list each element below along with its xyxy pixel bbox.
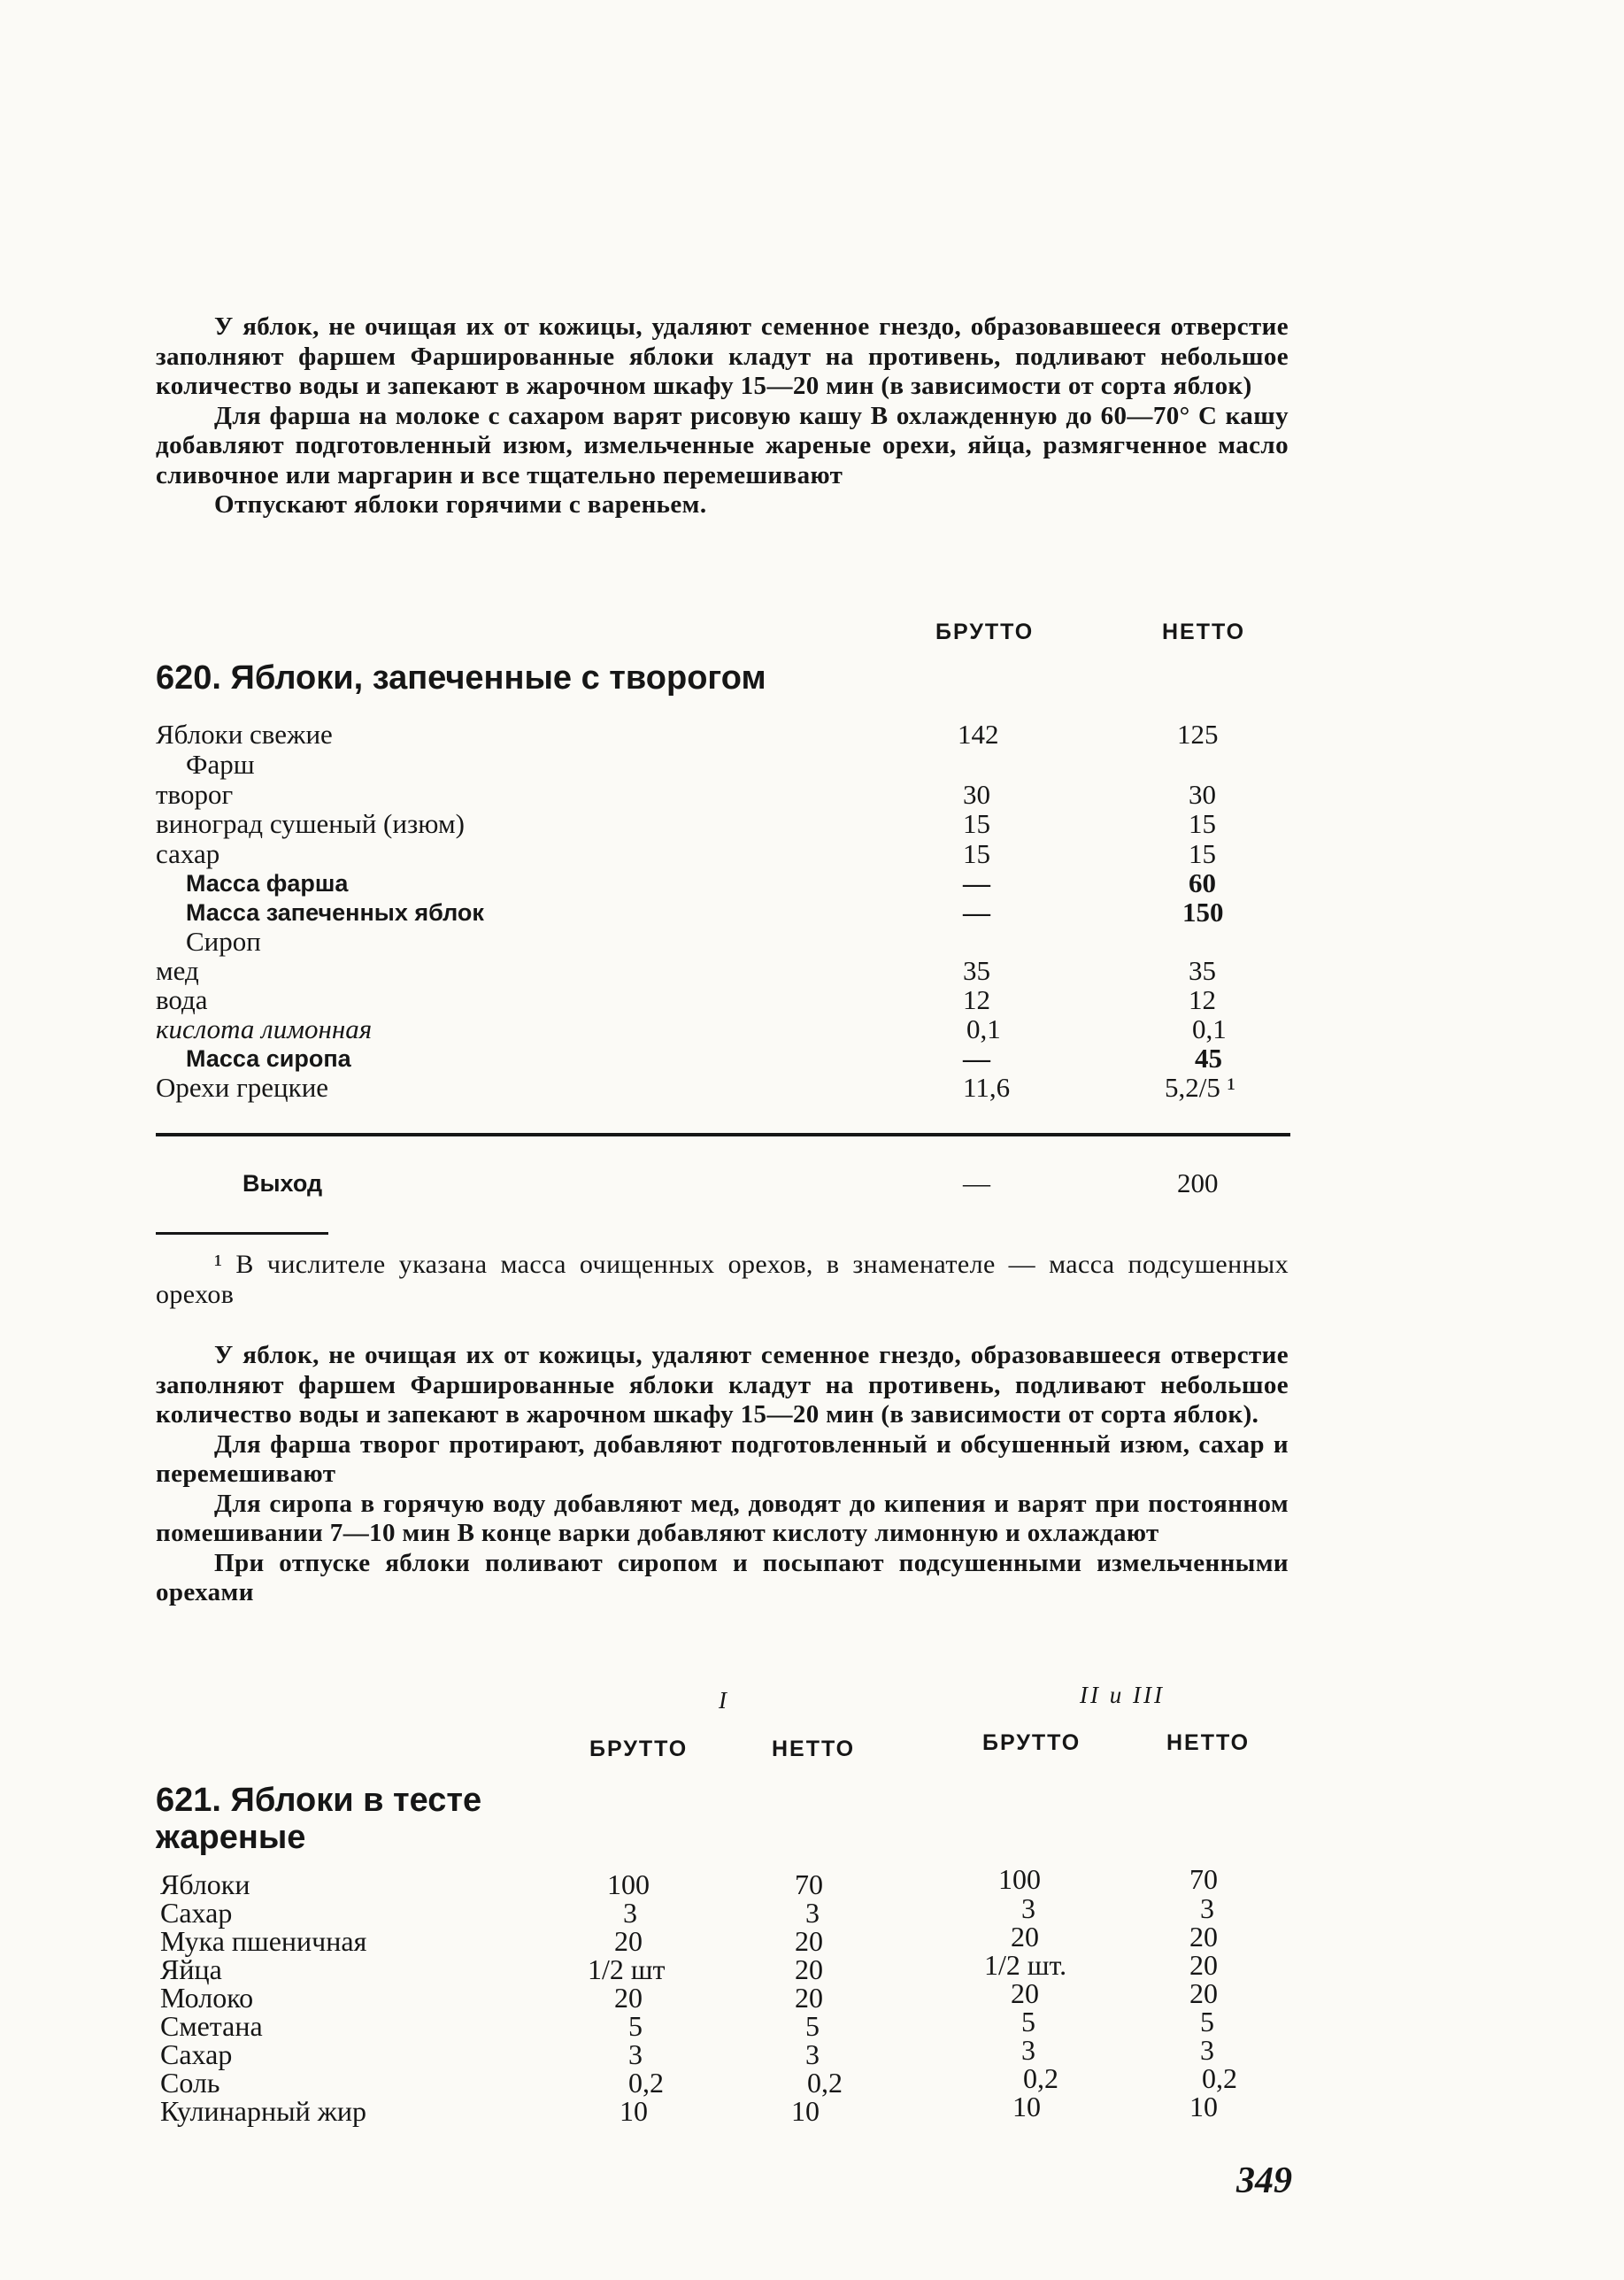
footnote <box>156 1250 1289 1309</box>
brutto-value: 142 <box>958 719 999 750</box>
netto-value: 45 <box>1195 1043 1222 1074</box>
netto-value-i: 20 <box>795 1925 823 1957</box>
yield-label: Выход <box>242 1170 323 1197</box>
brutto-value: 15 <box>963 838 990 869</box>
netto-value-ii-iii: 20 <box>1189 1977 1218 2009</box>
netto-value-ii-iii: 20 <box>1189 1921 1218 1953</box>
table-rule <box>156 1133 1290 1136</box>
ingredient-name: кислота лимонная <box>156 1013 373 1044</box>
intro-paragraph: У яблок, не очищая их от кожицы, удаляют семенное гнездо, образовавшееся отверстие заполняют фаршем Фаршированные яблоки кладут на противень, подливают небольшое количество воды и запекают в жарочном шкафу 15—20 мин (в зависимости от сорта яблок) <box>156 312 1289 400</box>
group-header-ii-iii: II и III <box>1080 1682 1165 1708</box>
netto-value-i: 70 <box>795 1868 823 1900</box>
netto-value: 15 <box>1189 838 1216 869</box>
brutto-value-i: 5 <box>628 2010 643 2042</box>
netto-value: 0,1 <box>1192 1013 1227 1044</box>
section-label: Сироп <box>186 926 261 957</box>
brutto-value-ii-iii: 1/2 шт. <box>984 1949 1067 1981</box>
netto-value-ii-iii: 3 <box>1200 2034 1214 2066</box>
netto-value: 200 <box>1177 1167 1219 1198</box>
brutto-value-ii-iii: 20 <box>1011 1921 1039 1953</box>
recipe-title-line2: жареные <box>156 1819 306 1856</box>
netto-value-i: 20 <box>795 1953 823 1985</box>
brutto-value-ii-iii: 3 <box>1021 1892 1035 1924</box>
subtotal-label: Масса фарша <box>186 870 349 897</box>
subtotal-label: Масса запеченных яблок <box>186 899 484 926</box>
netto-value-i: 20 <box>795 1982 823 2014</box>
netto-value: 15 <box>1189 808 1216 839</box>
ingredient-name: Яйца <box>160 1953 222 1985</box>
method-paragraph: Для сиропа в горячую воду добавляют мед, доводят до кипения и варят при постоянном помешивании 7—10 мин В конце варки добавляют кислоту лимонную и охлаждают <box>156 1489 1289 1547</box>
netto-value-ii-iii: 0,2 <box>1202 2062 1237 2094</box>
netto-value-ii-iii: 5 <box>1200 2006 1214 2037</box>
recipe-620-method <box>156 1341 1289 1608</box>
group-header-i: I <box>719 1687 729 1714</box>
ingredient-name: сахар <box>156 838 220 869</box>
footnote-rule <box>156 1232 328 1235</box>
brutto-value: 11,6 <box>963 1072 1011 1103</box>
intro-paragraph: Отпускают яблоки горячими с вареньем. <box>214 490 707 519</box>
brutto-value: 12 <box>963 984 990 1015</box>
netto-value-ii-iii: 20 <box>1189 1949 1218 1981</box>
section-label: Фарш <box>186 749 255 780</box>
netto-value-i: 0,2 <box>807 2067 843 2099</box>
brutto-value-i: 1/2 шт <box>588 1953 666 1985</box>
brutto-value-i: 0,2 <box>628 2067 664 2099</box>
brutto-value: 35 <box>963 955 990 986</box>
ingredient-name: творог <box>156 779 234 810</box>
brutto-value-i: 20 <box>614 1982 643 2014</box>
netto-value: 5,2/5 ¹ <box>1165 1072 1235 1103</box>
intro-text <box>156 312 1289 520</box>
netto-value: 150 <box>1182 897 1224 928</box>
column-header-netto-ii-iii: НЕТТО <box>1166 1730 1251 1755</box>
ingredient-name: виноград сушеный (изюм) <box>156 808 465 839</box>
ingredient-name: Соль <box>160 2067 220 2099</box>
netto-value: 30 <box>1189 779 1216 810</box>
brutto-value-ii-iii: 0,2 <box>1023 2062 1058 2094</box>
ingredient-name: мед <box>156 955 199 986</box>
netto-value-ii-iii: 10 <box>1189 2091 1218 2122</box>
column-header-brutto-i: БРУТТО <box>589 1737 689 1761</box>
netto-value: 35 <box>1189 955 1216 986</box>
brutto-value: 0,1 <box>966 1013 1001 1044</box>
method-paragraph: При отпуске яблоки поливают сиропом и посыпают подсушенными измельченными орехами <box>156 1548 1289 1606</box>
ingredient-name: вода <box>156 984 208 1015</box>
netto-value-i: 3 <box>805 2038 820 2070</box>
method-paragraph: У яблок, не очищая их от кожицы, удаляют семенное гнездо, образовавшееся отверстие заполняют фаршем Фаршированные яблоки кладут на противень, подливают небольшое количество воды и запекают в жарочном шкафу 15—20 мин (в зависимости от сорта яблок). <box>156 1341 1289 1429</box>
netto-value-i: 5 <box>805 2010 820 2042</box>
netto-value-i: 3 <box>805 1897 820 1929</box>
brutto-value: — <box>963 1043 990 1074</box>
ingredient-name: Сахар <box>160 2038 233 2070</box>
brutto-value-i: 10 <box>620 2095 648 2127</box>
intro-paragraph: Для фарша на молоке с сахаром варят рисовую кашу В охлажденную до 60—70° С кашу добавляют подготовленный изюм, измельченные жареные орехи, яйца, размягченное масло сливочное или маргарин и все тщательно перемешивают <box>156 401 1289 489</box>
subtotal-label: Масса сиропа <box>186 1045 351 1072</box>
ingredient-name: Сметана <box>160 2010 263 2042</box>
column-header-netto-i: НЕТТО <box>772 1737 856 1761</box>
brutto-value-ii-iii: 3 <box>1021 2034 1035 2066</box>
recipe-title: 621. Яблоки в тесте <box>156 1782 482 1819</box>
netto-value-ii-iii: 70 <box>1189 1863 1218 1895</box>
brutto-value: — <box>963 897 990 928</box>
brutto-value: — <box>963 867 990 898</box>
column-header-brutto-ii-iii: БРУТТО <box>982 1730 1081 1755</box>
brutto-value-i: 3 <box>628 2038 643 2070</box>
brutto-value: 30 <box>963 779 990 810</box>
netto-value: 60 <box>1189 867 1216 898</box>
footnote-text: ¹ В числителе указана масса очищенных орехов, в знаменателе — масса подсушенных орехов <box>156 1250 1289 1309</box>
netto-value: 125 <box>1177 719 1219 750</box>
page-number: 349 <box>1236 2161 1292 2201</box>
brutto-value-ii-iii: 100 <box>998 1863 1041 1895</box>
brutto-value-i: 20 <box>614 1925 643 1957</box>
column-header-brutto: БРУТТО <box>935 620 1035 644</box>
ingredient-name: Кулинарный жир <box>160 2095 366 2127</box>
netto-value-i: 10 <box>791 2095 820 2127</box>
ingredient-name: Молоко <box>160 1982 254 2014</box>
recipe-title: 620. Яблоки, запеченные с творогом <box>156 659 766 697</box>
netto-value-ii-iii: 3 <box>1200 1892 1214 1924</box>
ingredient-name: Мука пшеничная <box>160 1925 367 1957</box>
brutto-value-i: 3 <box>623 1897 637 1929</box>
brutto-value-ii-iii: 10 <box>1012 2091 1041 2122</box>
ingredient-name: Орехи грецкие <box>156 1072 329 1103</box>
ingredient-name: Сахар <box>160 1897 233 1929</box>
ingredient-name: Яблоки <box>160 1868 250 1900</box>
netto-value: 12 <box>1189 984 1216 1015</box>
brutto-value-i: 100 <box>607 1868 650 1900</box>
brutto-value: — <box>963 1167 990 1198</box>
method-paragraph: Для фарша творог протирают, добавляют подготовленный и обсушенный изюм, сахар и перемешивают <box>156 1429 1289 1488</box>
ingredient-name: Яблоки свежие <box>156 719 333 750</box>
brutto-value: 15 <box>963 808 990 839</box>
column-header-netto: НЕТТО <box>1162 620 1246 644</box>
brutto-value-ii-iii: 20 <box>1011 1977 1039 2009</box>
brutto-value-ii-iii: 5 <box>1021 2006 1035 2037</box>
